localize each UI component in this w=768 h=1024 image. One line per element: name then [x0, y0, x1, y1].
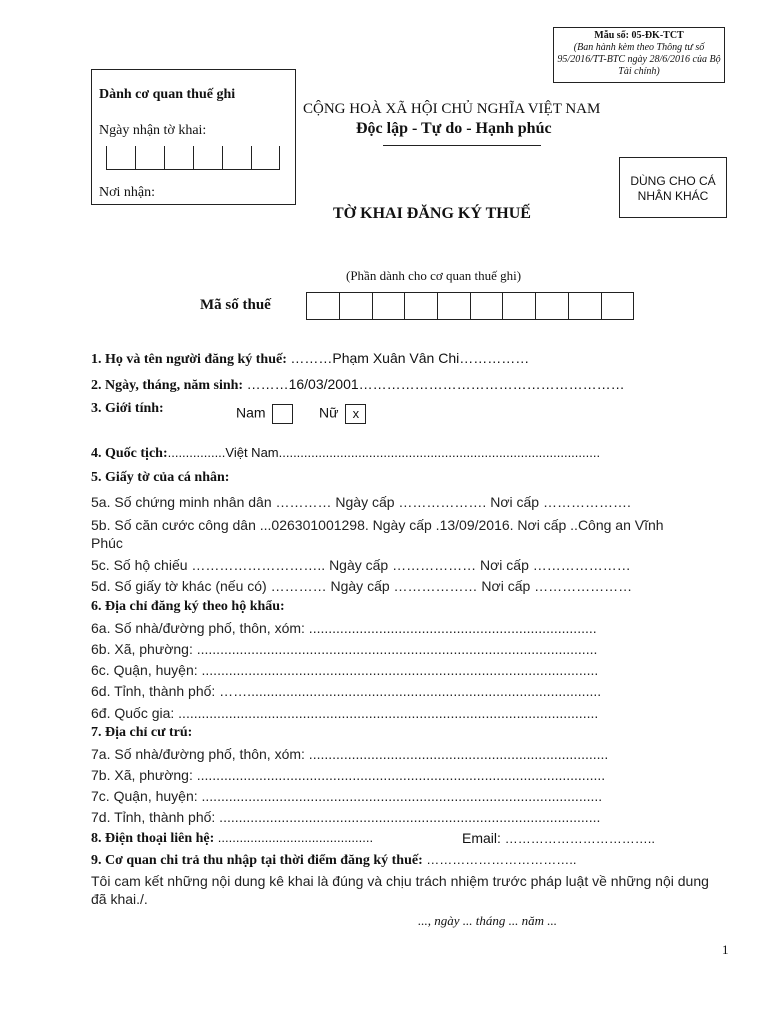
- birth-date-value[interactable]: ………16/03/2001…………………………………………………: [246, 376, 625, 392]
- date-box: [222, 146, 251, 170]
- gender-male-label: Nam: [236, 404, 266, 421]
- field-personal-documents: [91, 470, 229, 486]
- date-box: [251, 146, 280, 170]
- phone-value[interactable]: ...........................................: [217, 830, 374, 845]
- page-number: 1: [722, 942, 729, 957]
- tax-id-boxes[interactable]: [306, 292, 634, 320]
- gender-female-checkbox[interactable]: x: [345, 404, 366, 424]
- field-residential-address: [91, 725, 192, 741]
- tax-id-cell-divider: [372, 293, 373, 319]
- field-nationality: [91, 445, 600, 462]
- commitment-text: Tôi cam kết những nội dung kê khai là đúng và chịu trách nhiệm trước pháp luật về những nội dung: [91, 873, 709, 889]
- other-document-line[interactable]: 5d. Số giấy tờ khác (nếu có) ………… Ngày cấp ……………… Nơi cấp …………………: [91, 578, 633, 594]
- gender-male-checkbox[interactable]: [272, 404, 293, 424]
- field-permanent-address: [91, 599, 285, 615]
- tax-id-cell-divider: [339, 293, 340, 319]
- field-gender: [91, 401, 164, 417]
- birth-date-label: 2. Ngày, tháng, năm sinh:: [91, 378, 244, 393]
- phone-label: 8. Điện thoại liên hệ:: [91, 831, 215, 846]
- permanent-address-label: 6. Địa chỉ đăng ký theo hộ khẩu:: [91, 599, 285, 614]
- full-name-label: 1. Họ và tên người đăng ký thuế:: [91, 352, 287, 367]
- perm-province-line[interactable]: 6d. Tỉnh, thành phố: ……...........................................................................................: [91, 683, 602, 699]
- date-box: [193, 146, 222, 170]
- receipt-date-label: Ngày nhận tờ khai:: [99, 123, 207, 138]
- full-name-value[interactable]: ………Phạm Xuân Vân Chi……………: [290, 350, 530, 366]
- field-email: [462, 830, 655, 846]
- other-individual-box: DÙNG CHO CÁ NHÂN KHÁC: [619, 157, 727, 218]
- date-box: [106, 146, 135, 170]
- date-box: [164, 146, 193, 170]
- income-payer-label: 9. Cơ quan chi trả thu nhập tại thời điểm đăng ký thuế:: [91, 853, 423, 868]
- perm-street-line[interactable]: 6a. Số nhà/đường phố, thôn, xóm: ..........................................................................: [91, 620, 597, 636]
- citizen-id-line-cont: Phúc: [91, 535, 123, 551]
- tax-id-label: Mã số thuế: [200, 297, 271, 313]
- tax-id-cell-divider: [535, 293, 536, 319]
- res-district-line[interactable]: 7c. Quận, huyện: .......................................................................................................: [91, 788, 603, 804]
- field-phone: [91, 830, 373, 847]
- perm-country-line[interactable]: 6đ. Quốc gia: ............................................................................................................: [91, 705, 599, 721]
- passport-line[interactable]: 5c. Số hộ chiếu ……………………….. Ngày cấp ……………… Nơi cấp …………………: [91, 557, 631, 573]
- tax-id-cell-divider: [437, 293, 438, 319]
- signing-date-line: ..., ngày ... tháng ... năm ...: [418, 913, 558, 928]
- tax-id-cell-divider: [568, 293, 569, 319]
- email-value[interactable]: ……………………………..: [504, 831, 656, 846]
- nationality-label: 4. Quốc tịch:: [91, 446, 168, 461]
- receipt-place-label: Nơi nhận:: [99, 185, 156, 200]
- tax-id-cell-divider: [601, 293, 602, 319]
- field-birth-date: [91, 376, 625, 394]
- perm-ward-line[interactable]: 6b. Xã, phường: .......................................................................................................: [91, 641, 598, 657]
- field-full-name: [91, 350, 529, 368]
- gender-female: [319, 404, 366, 424]
- nationality-value[interactable]: ................Việt Nam.........................................................................................: [167, 445, 601, 460]
- form-code-legal-basis: (Ban hành kèm theo Thông tư số 95/2016/TT-BTC ngày 28/6/2016 của Bộ Tài chính): [557, 42, 721, 77]
- date-box: [135, 146, 164, 170]
- gender-label: 3. Giới tính:: [91, 401, 164, 416]
- personal-documents-label: 5. Giấy tờ của cá nhân:: [91, 470, 230, 485]
- res-street-line[interactable]: 7a. Số nhà/đường phố, thôn, xóm: .............................................................................: [91, 746, 609, 762]
- tax-id-cell-divider: [404, 293, 405, 319]
- perm-district-line[interactable]: 6c. Quận, huyện: ......................................................................................................: [91, 662, 599, 678]
- agency-note: (Phần dành cho cơ quan thuế ghi): [346, 268, 522, 283]
- form-code: Mẫu số: 05-ĐK-TCT: [594, 30, 684, 41]
- national-motto: Độc lập - Tự do - Hạnh phúc: [356, 120, 552, 137]
- gender-female-label: Nữ: [319, 404, 339, 421]
- motto-underline: [383, 145, 541, 146]
- tax-agency-title: Dành cơ quan thuế ghi: [99, 87, 236, 102]
- form-title: TỜ KHAI ĐĂNG KÝ THUẾ: [333, 205, 531, 222]
- income-payer-value[interactable]: ……………………………..: [426, 852, 577, 867]
- citizen-id-line[interactable]: 5b. Số căn cước công dân ...026301001298. Ngày cấp .13/09/2016. Nơi cấp ..Công an Vĩnh: [91, 517, 664, 533]
- res-ward-line[interactable]: 7b. Xã, phường: .........................................................................................................: [91, 767, 606, 783]
- nation-title: CỘNG HOÀ XÃ HỘI CHỦ NGHĨA VIỆT NAM: [303, 101, 601, 117]
- form-code-box: [553, 27, 725, 83]
- gender-male: [236, 404, 293, 424]
- email-label: Email:: [462, 830, 501, 846]
- tax-agency-box: [91, 69, 296, 205]
- id-card-line[interactable]: 5a. Số chứng minh nhân dân ………… Ngày cấp ………………. Nơi cấp ……………….: [91, 494, 631, 510]
- commitment-text-cont: đã khai./.: [91, 891, 148, 907]
- tax-id-cell-divider: [502, 293, 503, 319]
- residential-address-label: 7. Địa chỉ cư trú:: [91, 725, 193, 740]
- res-province-line[interactable]: 7d. Tỉnh, thành phố: ..................................................................................................: [91, 809, 601, 825]
- field-income-payer: [91, 852, 576, 869]
- tax-id-cell-divider: [470, 293, 471, 319]
